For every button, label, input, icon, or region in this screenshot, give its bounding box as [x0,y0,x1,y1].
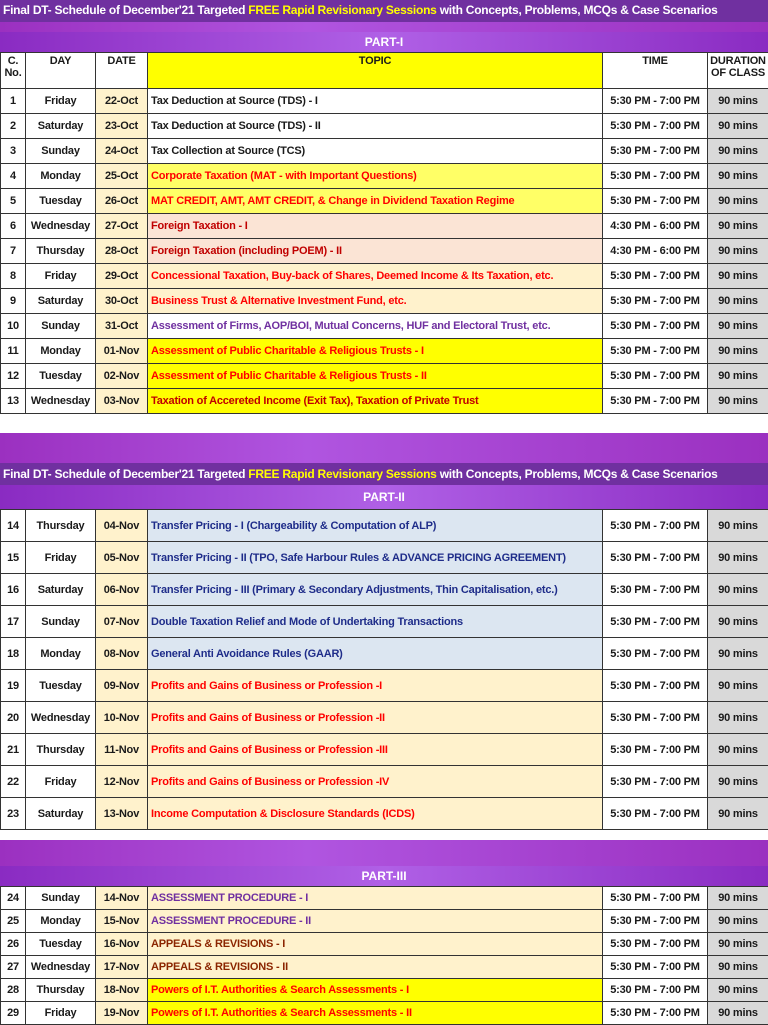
title-free: FREE Rapid Revisionary Sessions [248,467,436,481]
row-day: Saturday [26,289,96,314]
row-duration: 90 mins [708,910,768,933]
row-duration: 90 mins [708,139,768,164]
col-header-topic: TOPIC [148,53,603,89]
row-time: 5:30 PM - 7:00 PM [603,933,708,956]
row-time: 5:30 PM - 7:00 PM [603,364,708,389]
row-number: 13 [1,389,26,414]
row-time: 4:30 PM - 6:00 PM [603,239,708,264]
row-topic: Foreign Taxation (including POEM) - II [148,239,603,264]
row-number: 7 [1,239,26,264]
row-date: 16-Nov [96,933,148,956]
row-duration: 90 mins [708,956,768,979]
row-day: Thursday [26,979,96,1002]
row-date: 28-Oct [96,239,148,264]
row-duration: 90 mins [708,798,768,830]
row-date: 15-Nov [96,910,148,933]
row-topic: MAT CREDIT, AMT, AMT CREDIT, & Change in Dividend Taxation Regime [148,189,603,214]
table-body-part-2 [1,510,768,830]
row-day: Saturday [26,574,96,606]
row-date: 13-Nov [96,798,148,830]
row-date: 17-Nov [96,956,148,979]
table-row [1,766,768,798]
row-day: Sunday [26,887,96,910]
row-topic: Profits and Gains of Business or Profession -IV [148,766,603,798]
row-duration: 90 mins [708,887,768,910]
row-day: Monday [26,910,96,933]
row-number: 17 [1,606,26,638]
schedule-table-part-3 [0,886,768,1025]
row-day: Thursday [26,510,96,542]
table-row [1,933,768,956]
row-topic: Transfer Pricing - II (TPO, Safe Harbour Rules & ADVANCE PRICING AGREEMENT) [148,542,603,574]
schedule-title-2 [0,463,768,485]
row-date: 06-Nov [96,574,148,606]
row-duration: 90 mins [708,1002,768,1025]
section-divider-2 [0,840,768,866]
row-day: Saturday [26,798,96,830]
col-header-date: DATE [96,53,148,89]
table-row [1,638,768,670]
table-row [1,114,768,139]
row-duration: 90 mins [708,766,768,798]
row-time: 5:30 PM - 7:00 PM [603,798,708,830]
table-row [1,289,768,314]
row-number: 16 [1,574,26,606]
row-number: 25 [1,910,26,933]
row-day: Wednesday [26,214,96,239]
row-duration: 90 mins [708,314,768,339]
table-row [1,542,768,574]
row-time: 5:30 PM - 7:00 PM [603,910,708,933]
row-day: Monday [26,638,96,670]
row-topic: Business Trust & Alternative Investment Fund, etc. [148,289,603,314]
row-topic: Income Computation & Disclosure Standards (ICDS) [148,798,603,830]
row-date: 04-Nov [96,510,148,542]
title-underbar-1 [0,22,768,32]
row-topic: Transfer Pricing - III (Primary & Secondary Adjustments, Thin Capitalisation, etc.) [148,574,603,606]
col-header-time: TIME [603,53,708,89]
row-time: 5:30 PM - 7:00 PM [603,734,708,766]
table-row [1,189,768,214]
part-header-1: PART-I [0,32,768,52]
table-row [1,364,768,389]
title-free: FREE Rapid Revisionary Sessions [248,3,436,17]
table-body-part-3 [1,887,768,1025]
schedule-table-part-2 [0,509,768,830]
row-date: 08-Nov [96,638,148,670]
row-topic: Assessment of Public Charitable & Religious Trusts - II [148,364,603,389]
table-row [1,1002,768,1025]
row-time: 5:30 PM - 7:00 PM [603,389,708,414]
table-row [1,798,768,830]
row-number: 9 [1,289,26,314]
row-day: Thursday [26,734,96,766]
row-day: Friday [26,542,96,574]
row-topic: Double Taxation Relief and Mode of Undertaking Transactions [148,606,603,638]
row-date: 01-Nov [96,339,148,364]
row-date: 19-Nov [96,1002,148,1025]
row-topic: Tax Deduction at Source (TDS) - II [148,114,603,139]
row-time: 5:30 PM - 7:00 PM [603,139,708,164]
row-number: 21 [1,734,26,766]
row-topic: ASSESSMENT PROCEDURE - I [148,887,603,910]
row-duration: 90 mins [708,164,768,189]
row-duration: 90 mins [708,289,768,314]
row-topic: General Anti Avoidance Rules (GAAR) [148,638,603,670]
row-topic: Transfer Pricing - I (Chargeability & Computation of ALP) [148,510,603,542]
row-date: 11-Nov [96,734,148,766]
row-duration: 90 mins [708,979,768,1002]
row-date: 26-Oct [96,189,148,214]
row-number: 28 [1,979,26,1002]
row-date: 22-Oct [96,89,148,114]
row-day: Sunday [26,314,96,339]
row-duration: 90 mins [708,574,768,606]
row-time: 5:30 PM - 7:00 PM [603,606,708,638]
row-date: 12-Nov [96,766,148,798]
row-number: 2 [1,114,26,139]
row-day: Friday [26,89,96,114]
table-row [1,139,768,164]
row-topic: Powers of I.T. Authorities & Search Assessments - I [148,979,603,1002]
title-suffix: with Concepts, Problems, MCQs & Case Scenarios [437,3,718,17]
row-number: 5 [1,189,26,214]
title-suffix: with Concepts, Problems, MCQs & Case Scenarios [437,467,718,481]
row-date: 23-Oct [96,114,148,139]
row-topic: APPEALS & REVISIONS - II [148,956,603,979]
section-gap-1 [0,419,768,433]
row-time: 5:30 PM - 7:00 PM [603,289,708,314]
row-day: Thursday [26,239,96,264]
row-date: 30-Oct [96,289,148,314]
row-topic: Foreign Taxation - I [148,214,603,239]
row-number: 3 [1,139,26,164]
row-topic: Powers of I.T. Authorities & Search Assessments - II [148,1002,603,1025]
row-date: 07-Nov [96,606,148,638]
row-day: Tuesday [26,189,96,214]
row-time: 5:30 PM - 7:00 PM [603,89,708,114]
row-day: Wednesday [26,956,96,979]
row-number: 20 [1,702,26,734]
row-date: 14-Nov [96,887,148,910]
row-time: 5:30 PM - 7:00 PM [603,956,708,979]
row-time: 5:30 PM - 7:00 PM [603,1002,708,1025]
row-date: 25-Oct [96,164,148,189]
table-row [1,979,768,1002]
row-number: 1 [1,89,26,114]
row-duration: 90 mins [708,389,768,414]
table-row [1,702,768,734]
row-topic: Corporate Taxation (MAT - with Important Questions) [148,164,603,189]
row-topic: Tax Deduction at Source (TDS) - I [148,89,603,114]
row-number: 19 [1,670,26,702]
row-duration: 90 mins [708,933,768,956]
table-row [1,339,768,364]
row-duration: 90 mins [708,364,768,389]
row-topic: ASSESSMENT PROCEDURE - II [148,910,603,933]
row-duration: 90 mins [708,189,768,214]
row-day: Monday [26,339,96,364]
table-row [1,389,768,414]
row-duration: 90 mins [708,214,768,239]
row-date: 27-Oct [96,214,148,239]
table-row [1,510,768,542]
row-date: 03-Nov [96,389,148,414]
row-duration: 90 mins [708,542,768,574]
row-number: 12 [1,364,26,389]
row-duration: 90 mins [708,339,768,364]
row-number: 23 [1,798,26,830]
table-row [1,89,768,114]
row-duration: 90 mins [708,264,768,289]
row-day: Wednesday [26,702,96,734]
row-day: Sunday [26,606,96,638]
row-time: 5:30 PM - 7:00 PM [603,670,708,702]
row-duration: 90 mins [708,239,768,264]
schedule-title-1 [0,0,768,22]
table-row [1,574,768,606]
row-day: Saturday [26,114,96,139]
table-header-row [1,53,768,89]
table-row [1,887,768,910]
row-duration: 90 mins [708,89,768,114]
row-date: 24-Oct [96,139,148,164]
row-day: Friday [26,766,96,798]
title-prefix: Final DT- Schedule of December'21 Targeted [3,467,248,481]
row-number: 6 [1,214,26,239]
row-time: 5:30 PM - 7:00 PM [603,189,708,214]
row-number: 8 [1,264,26,289]
row-duration: 90 mins [708,606,768,638]
row-day: Tuesday [26,670,96,702]
row-duration: 90 mins [708,734,768,766]
title-prefix: Final DT- Schedule of December'21 Targeted [3,3,248,17]
table-row [1,910,768,933]
row-duration: 90 mins [708,670,768,702]
part-header-2: PART-II [0,485,768,509]
row-number: 18 [1,638,26,670]
row-time: 5:30 PM - 7:00 PM [603,542,708,574]
row-date: 31-Oct [96,314,148,339]
row-topic: Profits and Gains of Business or Profession -II [148,702,603,734]
row-duration: 90 mins [708,702,768,734]
table-body-part-1 [1,89,768,414]
row-topic: Tax Collection at Source (TCS) [148,139,603,164]
row-time: 5:30 PM - 7:00 PM [603,766,708,798]
row-day: Friday [26,1002,96,1025]
row-date: 09-Nov [96,670,148,702]
row-time: 5:30 PM - 7:00 PM [603,314,708,339]
row-day: Monday [26,164,96,189]
row-number: 14 [1,510,26,542]
row-time: 5:30 PM - 7:00 PM [603,510,708,542]
row-number: 4 [1,164,26,189]
table-row [1,239,768,264]
row-number: 22 [1,766,26,798]
schedule-table-part-1 [0,52,768,414]
row-day: Tuesday [26,933,96,956]
row-duration: 90 mins [708,510,768,542]
row-time: 5:30 PM - 7:00 PM [603,979,708,1002]
row-date: 29-Oct [96,264,148,289]
row-time: 5:30 PM - 7:00 PM [603,574,708,606]
row-number: 24 [1,887,26,910]
row-number: 27 [1,956,26,979]
row-number: 10 [1,314,26,339]
row-number: 29 [1,1002,26,1025]
row-time: 5:30 PM - 7:00 PM [603,264,708,289]
row-topic: Profits and Gains of Business or Profession -III [148,734,603,766]
row-date: 18-Nov [96,979,148,1002]
row-time: 4:30 PM - 6:00 PM [603,214,708,239]
row-number: 26 [1,933,26,956]
row-topic: Assessment of Public Charitable & Religious Trusts - I [148,339,603,364]
section-gap-2 [0,832,768,840]
table-row [1,264,768,289]
row-duration: 90 mins [708,638,768,670]
part-header-3: PART-III [0,866,768,886]
table-row [1,956,768,979]
row-number: 11 [1,339,26,364]
table-row [1,606,768,638]
section-divider-1 [0,433,768,463]
col-header-duration: DURATION OF CLASS [708,53,768,89]
row-time: 5:30 PM - 7:00 PM [603,638,708,670]
table-row [1,670,768,702]
row-day: Friday [26,264,96,289]
row-time: 5:30 PM - 7:00 PM [603,887,708,910]
table-row [1,314,768,339]
row-topic: Profits and Gains of Business or Profession -I [148,670,603,702]
row-date: 02-Nov [96,364,148,389]
col-header-day: DAY [26,53,96,89]
table-row [1,734,768,766]
row-date: 10-Nov [96,702,148,734]
row-duration: 90 mins [708,114,768,139]
row-day: Tuesday [26,364,96,389]
row-time: 5:30 PM - 7:00 PM [603,339,708,364]
row-time: 5:30 PM - 7:00 PM [603,114,708,139]
table-row [1,214,768,239]
row-number: 15 [1,542,26,574]
row-day: Wednesday [26,389,96,414]
row-topic: Concessional Taxation, Buy-back of Shares, Deemed Income & Its Taxation, etc. [148,264,603,289]
row-topic: Taxation of Accereted Income (Exit Tax), Taxation of Private Trust [148,389,603,414]
row-time: 5:30 PM - 7:00 PM [603,164,708,189]
table-row [1,164,768,189]
row-topic: APPEALS & REVISIONS - I [148,933,603,956]
row-topic: Assessment of Firms, AOP/BOI, Mutual Concerns, HUF and Electoral Trust, etc. [148,314,603,339]
col-header-sno: C. No. [1,53,26,89]
row-day: Sunday [26,139,96,164]
row-time: 5:30 PM - 7:00 PM [603,702,708,734]
row-date: 05-Nov [96,542,148,574]
